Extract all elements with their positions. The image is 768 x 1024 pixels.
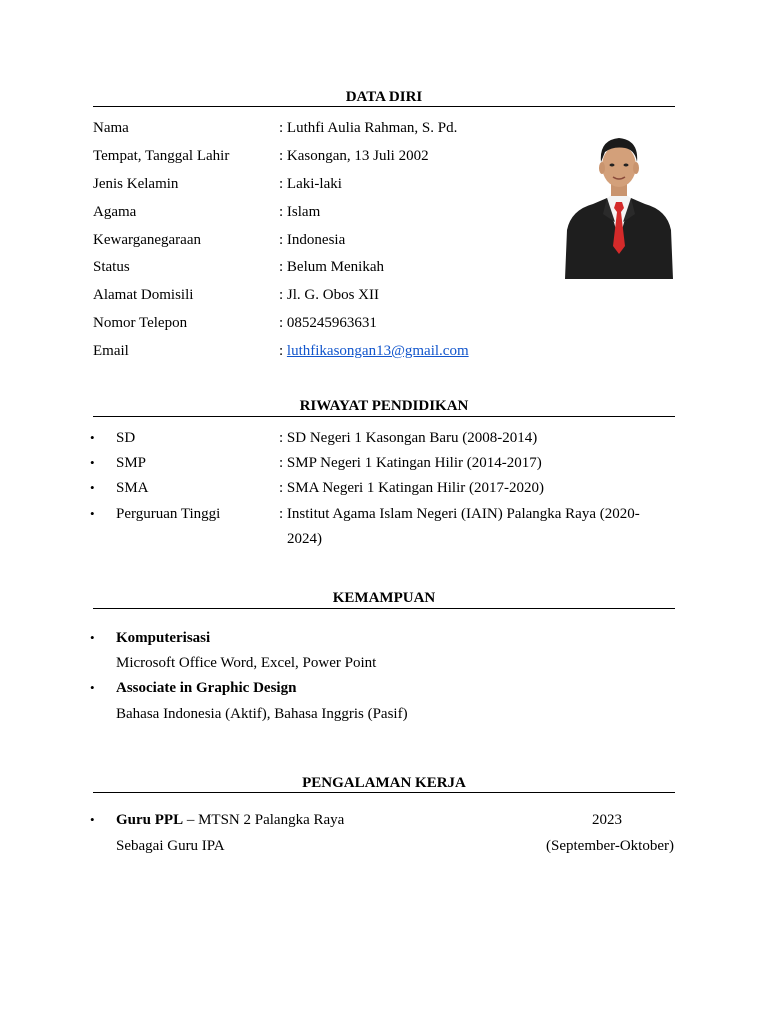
bullet-icon: • — [90, 480, 95, 495]
job-place: – MTSN 2 Palangka Raya — [183, 812, 345, 828]
field-label-agama: Agama — [93, 204, 137, 220]
field-value-nama: : Luthfi Aulia Rahman, S. Pd. — [279, 120, 458, 136]
field-value-kewarganegaraan: : Indonesia — [279, 232, 346, 248]
section-heading-data-diri: DATA DIRI — [345, 89, 423, 105]
email-prefix: : — [279, 343, 287, 359]
edu-label-pt: Perguruan Tinggi — [116, 506, 221, 522]
field-label-status: Status — [93, 259, 130, 275]
bullet-icon: • — [90, 680, 95, 695]
field-label-ttl: Tempat, Tanggal Lahir — [93, 148, 230, 164]
profile-photo — [563, 118, 675, 279]
field-label-telepon: Nomor Telepon — [93, 315, 188, 331]
bullet-icon: • — [90, 430, 95, 445]
skill-detail: Bahasa Indonesia (Aktif), Bahasa Inggris (Pasif) — [116, 706, 408, 722]
bullet-icon: • — [90, 630, 95, 645]
section-divider — [93, 608, 675, 609]
field-label-nama: Nama — [93, 120, 129, 136]
edu-value-smp: : SMP Negeri 1 Katingan Hilir (2014-2017) — [279, 455, 542, 471]
section-divider — [93, 106, 675, 107]
job-title-line — [116, 811, 344, 829]
skill-title: Associate in Graphic Design — [116, 680, 297, 696]
edu-value-pt: : Institut Agama Islam Negeri (IAIN) Palangka Raya (2020- — [279, 506, 640, 522]
bullet-icon: • — [90, 812, 95, 827]
skill-title: Komputerisasi — [116, 630, 211, 646]
field-label-alamat: Alamat Domisili — [93, 287, 194, 303]
field-label-email: Email — [93, 343, 129, 359]
bullet-icon: • — [90, 455, 95, 470]
edu-value-sma: : SMA Negeri 1 Katingan Hilir (2017-2020) — [279, 480, 544, 496]
section-heading-pengalaman: PENGALAMAN KERJA — [302, 775, 466, 791]
job-role: Guru PPL — [116, 812, 184, 828]
field-value-alamat: : Jl. G. Obos XII — [279, 287, 379, 303]
field-value-ttl: : Kasongan, 13 Juli 2002 — [279, 148, 429, 164]
job-detail: Sebagai Guru IPA — [116, 838, 225, 854]
field-label-jenis-kelamin: Jenis Kelamin — [93, 176, 179, 192]
section-heading-pendidikan: RIWAYAT PENDIDIKAN — [299, 398, 469, 414]
field-value-jenis-kelamin: : Laki-laki — [279, 176, 342, 192]
field-value-agama: : Islam — [279, 204, 321, 220]
field-label-kewarganegaraan: Kewarganegaraan — [93, 232, 201, 248]
edu-value-pt-continuation: 2024) — [287, 531, 322, 547]
bullet-icon: • — [90, 506, 95, 521]
job-period: (September-Oktober) — [546, 838, 674, 854]
skill-detail: Microsoft Office Word, Excel, Power Point — [116, 655, 377, 671]
field-value-telepon: : 085245963631 — [279, 315, 377, 331]
section-heading-kemampuan: KEMAMPUAN — [332, 590, 436, 606]
email-link[interactable]: luthfikasongan13@gmail.com — [286, 343, 469, 359]
job-year: 2023 — [592, 812, 622, 828]
edu-value-sd: : SD Negeri 1 Kasongan Baru (2008-2014) — [279, 430, 538, 446]
edu-label-sma: SMA — [116, 480, 149, 496]
field-value-email — [279, 342, 469, 360]
section-divider — [93, 416, 675, 417]
profile-photo-illustration — [563, 118, 675, 279]
edu-label-sd: SD — [116, 430, 136, 446]
edu-label-smp: SMP — [116, 455, 147, 471]
field-value-status: : Belum Menikah — [279, 259, 384, 275]
section-divider — [93, 792, 675, 793]
